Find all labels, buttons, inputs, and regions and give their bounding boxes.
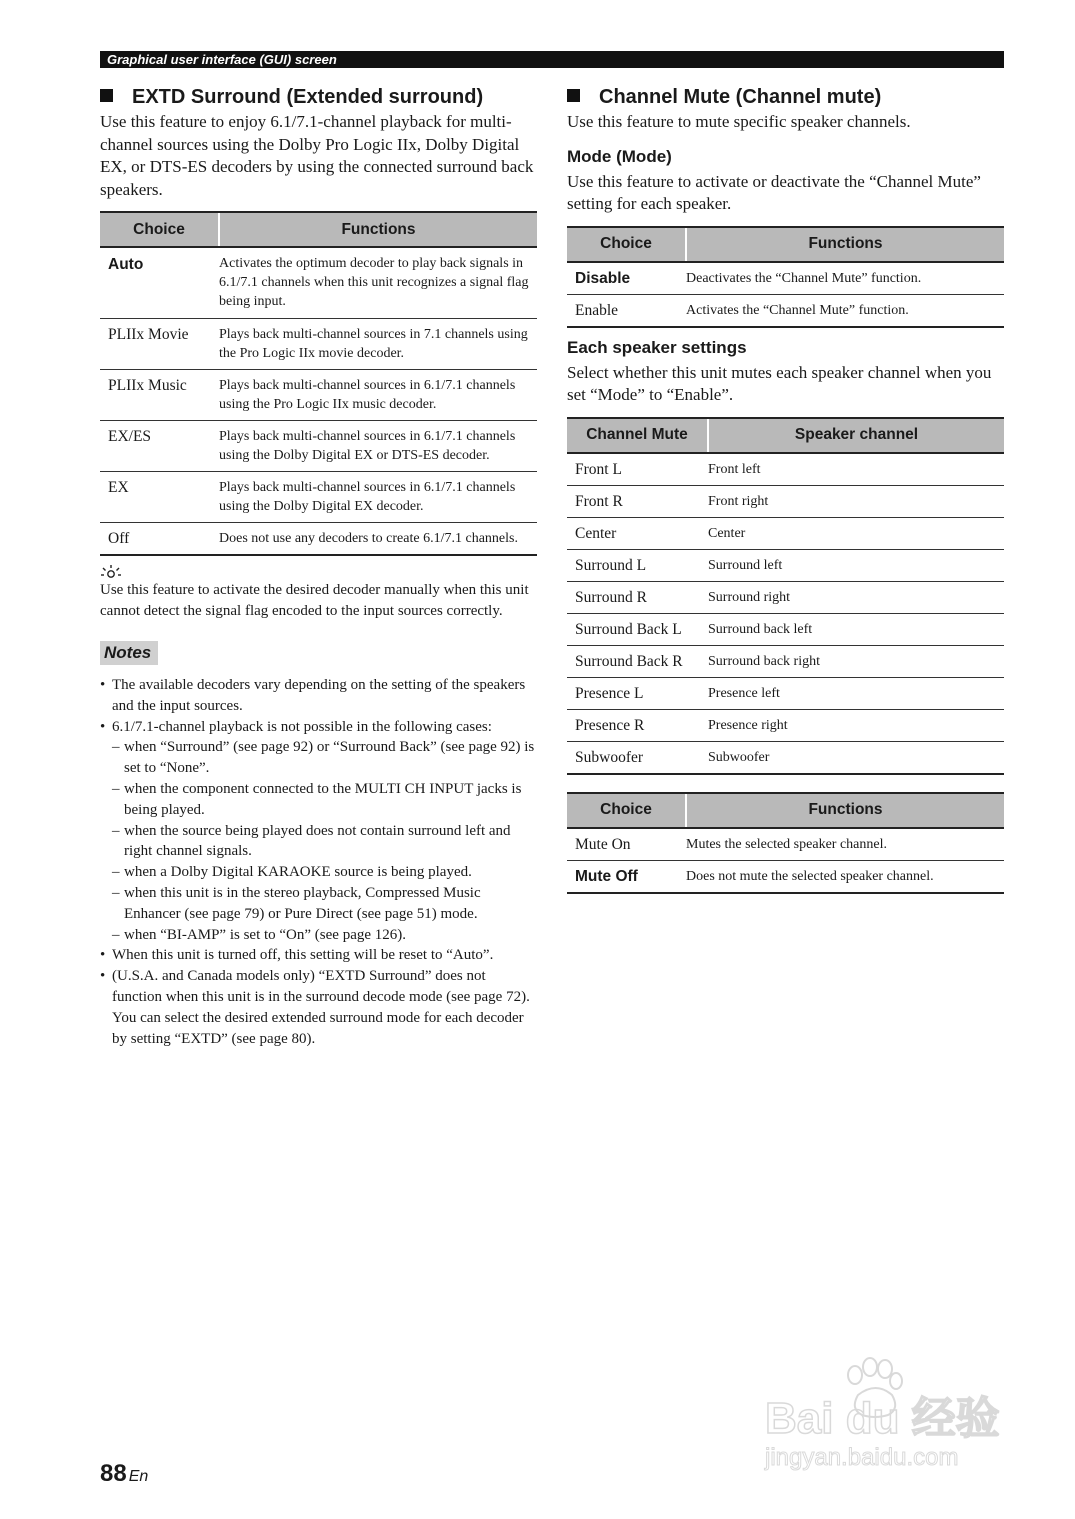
channel-cell: Surround L <box>567 549 708 581</box>
choice-cell: PLIIx Music <box>100 370 219 421</box>
speaker-cell: Presence right <box>708 709 1004 741</box>
notes-label: Notes <box>100 641 158 665</box>
list-item: – when the component connected to the MULTI CH INPUT jacks is being played. <box>100 779 537 821</box>
speaker-settings-heading: Each speaker settings <box>567 337 747 357</box>
choice-cell: Enable <box>567 294 686 327</box>
choice-cell: Off <box>100 523 219 556</box>
speaker-settings-text: Select whether this unit mutes each speaker channel when you set “Mode” to “Enable”. <box>567 362 992 404</box>
channel-cell: Presence R <box>567 709 708 741</box>
table-row <box>567 645 1004 677</box>
function-cell: Activates the “Channel Mute” function. <box>686 294 1004 327</box>
extd-heading <box>100 84 537 110</box>
function-cell: Activates the optimum decoder to play back signals in 6.1/7.1 channels when this unit recognizes a signal flag being input. <box>219 247 537 319</box>
mode-text: Use this feature to activate or deactivate the “Channel Mute” setting for each speaker. <box>567 171 981 213</box>
table-row <box>567 485 1004 517</box>
mute-intro: Use this feature to mute specific speaker channels. <box>567 112 911 131</box>
table-row <box>567 262 1004 295</box>
mute-choice-header-choice: Choice <box>567 793 686 828</box>
tip-lightbulb-icon <box>100 564 537 580</box>
page-language: En <box>128 1468 149 1485</box>
table-row <box>567 453 1004 486</box>
function-cell: Deactivates the “Channel Mute” function. <box>686 262 1004 295</box>
extd-title: EXTD Surround (Extended surround) <box>132 86 484 108</box>
page-number <box>100 1460 148 1488</box>
speaker-cell: Surround back right <box>708 645 1004 677</box>
watermark-brand-text: Bai du 经验 <box>765 1394 1000 1443</box>
watermark-url-text: jingyan.baidu.com <box>765 1444 959 1471</box>
speaker-cell: Presence left <box>708 677 1004 709</box>
heading-square-icon <box>100 89 113 102</box>
section-header-bar: Graphical user interface (GUI) screen <box>100 51 1004 68</box>
channel-cell: Surround Back R <box>567 645 708 677</box>
mode-table-header-choice: Choice <box>567 227 686 262</box>
speaker-table-header-speaker-channel: Speaker channel <box>708 418 1004 453</box>
list-item: • 6.1/7.1-channel playback is not possible in the following cases: <box>100 717 537 738</box>
table-row <box>100 523 537 556</box>
choice-cell: Disable <box>567 262 686 295</box>
mute-title: Channel Mute (Channel mute) <box>599 86 882 108</box>
mode-table <box>567 226 1004 328</box>
extd-table <box>100 211 537 556</box>
list-item: – when “BI-AMP” is set to “On” (see page 126). <box>100 925 537 946</box>
choice-cell: EX <box>100 472 219 523</box>
list-item: • (U.S.A. and Canada models only) “EXTD Surround” does not function when this unit is in the surround decode mode (see page 72). You can select the desired extended surround mode for each decoder by setting “EXTD” (see page 80). <box>100 966 537 1049</box>
speaker-cell: Surround right <box>708 581 1004 613</box>
function-cell: Plays back multi-channel sources in 6.1/7.1 channels using the Pro Logic IIx music decoder. <box>219 370 537 421</box>
list-item: – when a Dolby Digital KARAOKE source is being played. <box>100 862 537 883</box>
table-row <box>567 549 1004 581</box>
mode-table-header-functions: Functions <box>686 227 1004 262</box>
right-column <box>567 84 1004 894</box>
choice-cell: Mute Off <box>567 860 686 893</box>
extd-table-header-choice: Choice <box>100 212 219 247</box>
page-number-value: 88 <box>100 1460 127 1487</box>
table-row <box>567 741 1004 774</box>
speaker-table <box>567 417 1004 775</box>
speaker-cell: Surround back left <box>708 613 1004 645</box>
speaker-table-header-channel-mute: Channel Mute <box>567 418 708 453</box>
baidu-paw-icon <box>760 1355 1010 1475</box>
table-row <box>100 370 537 421</box>
function-cell: Plays back multi-channel sources in 6.1/7.1 channels using the Dolby Digital EX or DTS-ES decoder. <box>219 421 537 472</box>
extd-intro: Use this feature to enjoy 6.1/7.1-channel playback for multi-channel sources using the Dolby Pro Logic IIx, Dolby Digital EX, or DTS-ES decoders by using the connected surround back speakers. <box>100 112 534 199</box>
table-row <box>567 709 1004 741</box>
table-row <box>567 677 1004 709</box>
speaker-cell: Front left <box>708 453 1004 486</box>
extd-table-header-functions: Functions <box>219 212 537 247</box>
list-item: • When this unit is turned off, this setting will be reset to “Auto”. <box>100 945 537 966</box>
table-row <box>100 247 537 319</box>
table-row <box>567 517 1004 549</box>
channel-cell: Surround R <box>567 581 708 613</box>
choice-cell: Auto <box>100 247 219 319</box>
list-item: – when this unit is in the stereo playback, Compressed Music Enhancer (see page 79) or Pure Direct (see page 51) mode. <box>100 883 537 925</box>
tip-text: Use this feature to activate the desired decoder manually when this unit cannot detect the signal flag encoded to the input sources correctly. <box>100 582 529 619</box>
table-row <box>567 294 1004 327</box>
channel-cell: Presence L <box>567 677 708 709</box>
function-cell: Plays back multi-channel sources in 6.1/7.1 channels using the Dolby Digital EX decoder. <box>219 472 537 523</box>
choice-cell: EX/ES <box>100 421 219 472</box>
mute-heading <box>567 84 1004 110</box>
choice-cell: PLIIx Movie <box>100 319 219 370</box>
baidu-watermark <box>760 1355 1010 1475</box>
table-row <box>567 860 1004 893</box>
table-row <box>100 319 537 370</box>
notes-list <box>100 675 537 1049</box>
channel-cell: Surround Back L <box>567 613 708 645</box>
speaker-cell: Center <box>708 517 1004 549</box>
table-row <box>100 421 537 472</box>
table-row <box>567 828 1004 861</box>
table-row <box>567 581 1004 613</box>
channel-cell: Front R <box>567 485 708 517</box>
list-item: • The available decoders vary depending on the setting of the speakers and the input sources. <box>100 675 537 717</box>
mute-choice-header-functions: Functions <box>686 793 1004 828</box>
function-cell: Does not mute the selected speaker channel. <box>686 860 1004 893</box>
table-row <box>100 472 537 523</box>
table-row <box>567 613 1004 645</box>
function-cell: Mutes the selected speaker channel. <box>686 828 1004 861</box>
mute-choice-table <box>567 792 1004 894</box>
choice-cell: Mute On <box>567 828 686 861</box>
function-cell: Plays back multi-channel sources in 7.1 channels using the Pro Logic IIx movie decoder. <box>219 319 537 370</box>
list-item: – when “Surround” (see page 92) or “Surround Back” (see page 92) is set to “None”. <box>100 737 537 779</box>
channel-cell: Subwoofer <box>567 741 708 774</box>
heading-square-icon <box>567 89 580 102</box>
mode-heading: Mode (Mode) <box>567 146 672 166</box>
list-item: – when the source being played does not contain surround left and right channel signals. <box>100 821 537 863</box>
channel-cell: Center <box>567 517 708 549</box>
channel-cell: Front L <box>567 453 708 486</box>
speaker-cell: Subwoofer <box>708 741 1004 774</box>
function-cell: Does not use any decoders to create 6.1/7.1 channels. <box>219 523 537 556</box>
speaker-cell: Front right <box>708 485 1004 517</box>
left-column <box>100 84 537 1049</box>
speaker-cell: Surround left <box>708 549 1004 581</box>
